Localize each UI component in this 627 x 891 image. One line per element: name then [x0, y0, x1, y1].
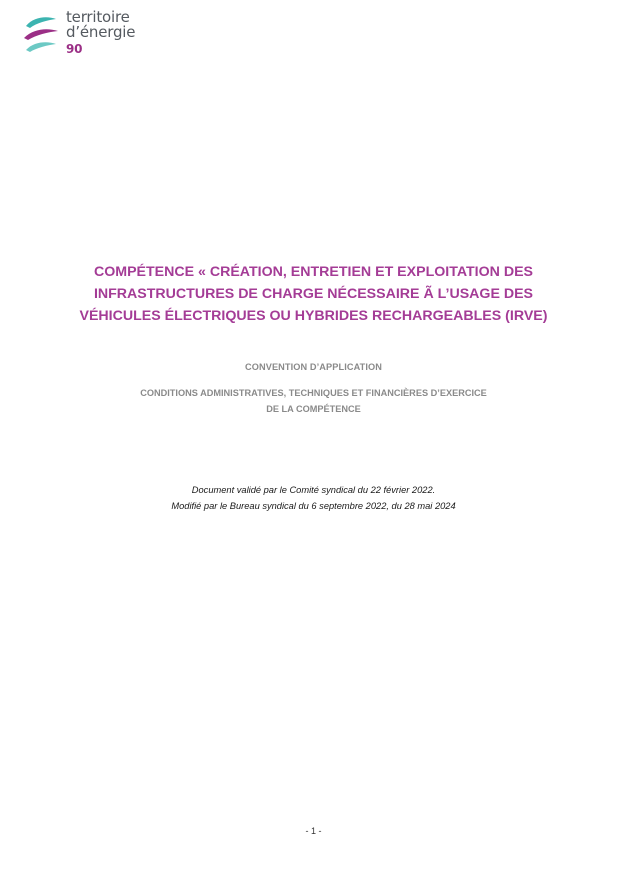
- document-title: [40, 261, 587, 327]
- logo-swirl-icon: [22, 14, 60, 54]
- validation-note: [40, 482, 587, 514]
- logo-line-2: d’énergie: [66, 23, 136, 41]
- logo-line-1: territoire: [66, 8, 130, 26]
- title-line-2: INFRASTRUCTURES DE CHARGE NÉCESSAIRE Ã L’USAGE DES: [93, 286, 534, 302]
- convention-subtitle: CONVENTION D’APPLICATION: [245, 362, 382, 372]
- logo-wordmark: [66, 10, 135, 56]
- title-line-3: VÉHICULES ÉLECTRIQUES OU HYBRIDES RECHARGEABLES (IRVE): [79, 308, 548, 324]
- conditions-line-2: DE LA COMPÉTENCE: [266, 404, 361, 414]
- logo: [22, 10, 162, 62]
- title-line-1: COMPÉTENCE « CRÉATION, ENTRETIEN ET EXPLOITATION DES: [93, 264, 534, 280]
- conditions-subtitle: [40, 385, 587, 417]
- validation-line-1: Document validé par le Comité syndical du 22 février 2022.: [191, 485, 436, 495]
- logo-line-3: 90: [66, 42, 83, 56]
- conditions-line-1: CONDITIONS ADMINISTRATIVES, TECHNIQUES ET FINANCIÈRES D’EXERCICE: [140, 388, 487, 398]
- page-number: - 1 -: [305, 826, 322, 836]
- validation-line-2: Modifié par le Bureau syndical du 6 septembre 2022, du 28 mai 2024: [171, 501, 456, 511]
